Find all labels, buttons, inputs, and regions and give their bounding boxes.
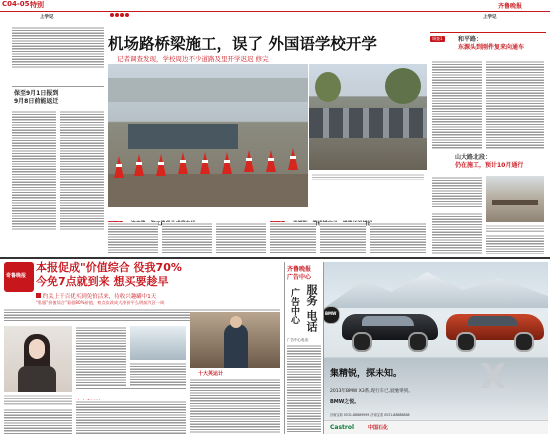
right-box-1-title: 和平路：	[458, 36, 483, 43]
story-col-6	[370, 222, 426, 254]
story-col-5	[320, 222, 366, 254]
ad-brand-line: BMW之悦。	[330, 399, 360, 405]
left-col-a	[12, 110, 56, 230]
story-col-1	[108, 222, 158, 254]
ad-car-x5	[342, 300, 438, 350]
promo-small-headline-2: 十大英运计	[198, 371, 224, 377]
section-divider	[0, 257, 550, 259]
paper-name: 齐鲁晚报	[498, 3, 523, 10]
car-window	[468, 316, 518, 326]
left-lead-text	[12, 26, 104, 68]
main-headline: 机场路桥梁施工，误了 外国语学校开学	[108, 35, 377, 53]
ad-model-line: 2013年BMW X3系,现行车已,驶驰零到。	[330, 389, 413, 394]
photo-tree	[315, 72, 341, 102]
ad-bmw-logo-text: BMW	[325, 311, 337, 316]
promo-text-b	[76, 326, 126, 386]
left-headline-line-1: 保至9月1日报到	[14, 90, 59, 97]
traffic-cone	[266, 150, 276, 172]
photo-building	[108, 78, 308, 102]
traffic-cone	[134, 154, 144, 176]
ad-car-x1	[446, 302, 544, 350]
right-photo-caption	[486, 224, 544, 232]
promo-photo-worker	[190, 312, 280, 368]
promo-subline-1	[36, 292, 156, 300]
ad-slogan: 集精锐，探未知。	[330, 369, 403, 379]
service-title-2: 广告中心	[287, 274, 312, 281]
photo-road	[108, 174, 308, 207]
ad-model-badge-text: X	[480, 357, 507, 397]
promo-text-a	[4, 408, 72, 434]
promo-badge	[4, 262, 34, 292]
right-col-text-5	[486, 234, 544, 254]
page-code: C04-05	[2, 0, 30, 8]
car-wheel	[456, 332, 476, 352]
right-box-1	[430, 32, 546, 57]
traffic-cone	[200, 152, 210, 174]
caption-bar-top	[108, 210, 258, 218]
woman-body	[18, 366, 56, 392]
car-wheel	[408, 332, 428, 352]
ad-model-badge	[474, 358, 534, 398]
service-title-1: 齐鲁晚报	[287, 266, 312, 273]
car-wheel	[352, 332, 372, 352]
right-col-text-1	[432, 60, 482, 150]
car-wheel	[514, 332, 534, 352]
main-subhead: 记者调查发现，学校周边不少道路及里开学迟迟 修完	[117, 55, 269, 63]
car-window	[362, 316, 414, 326]
service-phone-list	[287, 344, 321, 432]
promo-headline-1: 本报促成"价值综合 役我70%	[36, 261, 182, 274]
right-box-2-subtitle: 仍在施工，预计10月通行	[455, 162, 524, 169]
street-photo-caption-text	[312, 173, 424, 180]
traffic-cone	[156, 154, 166, 176]
promo-badge-text: 奇鲁晚报	[6, 273, 27, 279]
ad-sponsor-sinopec: 中国石化	[368, 425, 389, 431]
right-tag-1: 调查1	[432, 36, 443, 41]
promo-photo-woman	[4, 326, 72, 392]
service-big-3: 广告中心	[289, 288, 299, 324]
bmw-advertisement	[324, 262, 548, 434]
promo-headline-2: 今免7点就到来 想买要趁早	[36, 275, 169, 288]
header-decoration-left	[110, 2, 190, 6]
traffic-cone	[222, 152, 232, 174]
header-rule	[0, 11, 550, 12]
promo-mid-photo	[130, 326, 186, 360]
promo-small-headline-box	[76, 388, 186, 399]
story-col-2	[162, 222, 212, 254]
promo-photo-caption	[4, 394, 72, 406]
traffic-cone	[114, 156, 124, 178]
right-section-label: 上学记	[483, 15, 497, 20]
right-box-2-title: 山大路北段：	[455, 154, 492, 161]
left-section-label: 上学记	[40, 15, 54, 20]
woman-face	[29, 339, 45, 359]
left-headline-line-2: 9月8日前能返迁	[14, 98, 59, 105]
promo-text-c	[130, 362, 186, 386]
ad-bmw-logo	[324, 306, 340, 324]
ad-sponsor-castrol: Castrol	[330, 424, 355, 431]
photo-trench	[492, 200, 538, 205]
worker-figure	[224, 324, 248, 368]
caption-bar-right	[270, 210, 430, 218]
service-big-2: 电话	[305, 310, 318, 332]
story-col-4	[270, 222, 316, 254]
ad-dealer-line: 济南宝和 0531-88889999 济南宝泰 0531-88888888	[330, 413, 410, 417]
story-col-3	[216, 222, 266, 254]
right-col-text-2	[486, 60, 544, 150]
left-headline	[14, 90, 106, 106]
left-col-b	[60, 110, 104, 230]
right-col-text-4	[432, 212, 482, 254]
right-col-text-3	[432, 176, 482, 208]
photo-barrier	[128, 124, 238, 149]
construction-photo	[486, 176, 544, 222]
promo-subline-1-text: 约关上千百优买到免价活来，待收兴趣罐中1天	[42, 294, 157, 300]
traffic-cone	[288, 148, 298, 170]
service-phone-label: 广告中心电话：	[287, 338, 312, 342]
traffic-cone	[178, 152, 188, 174]
service-big-1: 服务	[305, 284, 318, 306]
photo-tree	[385, 68, 421, 104]
main-photo	[108, 64, 308, 207]
promo-subline-2: "私服"价值综合"看很80%价值，初点次改成大净价平么明前汽区一周	[36, 300, 165, 305]
street-photo	[309, 64, 427, 170]
section-label: 特别	[30, 1, 44, 9]
ad-sponsor-bar	[324, 420, 548, 434]
promo-text-d	[76, 400, 186, 434]
service-column	[284, 262, 324, 434]
promo-text-e	[190, 378, 280, 434]
left-divider	[12, 86, 104, 87]
traffic-cone	[244, 150, 254, 172]
right-box-1-subtitle: 东源头到刚件复来向通车	[458, 44, 525, 51]
right-box-2	[455, 152, 545, 172]
worker-head	[230, 316, 242, 328]
photo-cars	[309, 108, 427, 138]
